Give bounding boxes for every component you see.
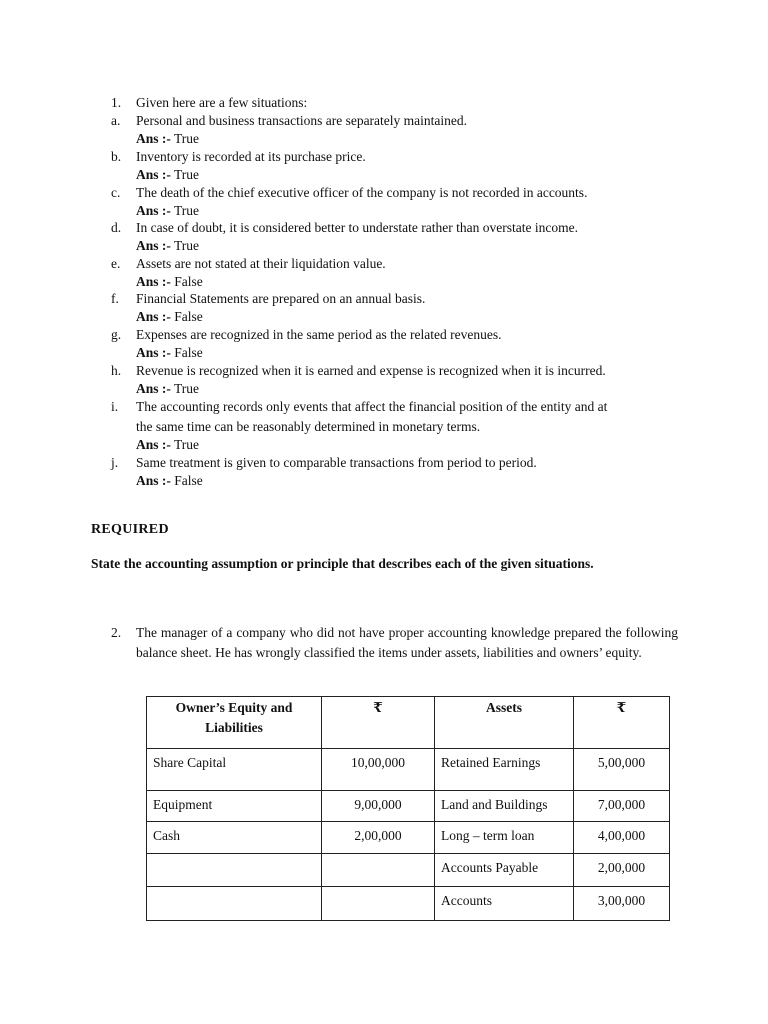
liability-item: Equipment bbox=[147, 791, 322, 822]
table-row bbox=[147, 854, 670, 887]
answer-label: Ans :- bbox=[136, 238, 171, 253]
item-answer bbox=[136, 166, 199, 184]
answer-value: False bbox=[174, 345, 203, 360]
answer-label: Ans :- bbox=[136, 381, 171, 396]
liability-item bbox=[147, 887, 322, 921]
item-statement: Inventory is recorded at its purchase price. bbox=[136, 149, 366, 164]
answer-label: Ans :- bbox=[136, 167, 171, 182]
liability-item: Share Capital bbox=[147, 749, 322, 791]
table-row bbox=[147, 887, 670, 921]
table-row bbox=[147, 822, 670, 854]
item-answer bbox=[136, 237, 199, 255]
question-2-number: 2. bbox=[111, 625, 122, 640]
liability-item bbox=[147, 854, 322, 887]
item-letter: e. bbox=[111, 256, 121, 271]
answer-value: True bbox=[174, 238, 200, 253]
item-answer bbox=[136, 130, 199, 148]
liability-amount: 9,00,000 bbox=[322, 791, 435, 822]
item-answer bbox=[136, 436, 199, 454]
answer-value: True bbox=[174, 381, 200, 396]
asset-item: Long – term loan bbox=[435, 822, 574, 854]
item-statement: Same treatment is given to comparable transactions from period to period. bbox=[136, 455, 537, 470]
item-statement: Personal and business transactions are separately maintained. bbox=[136, 113, 468, 128]
answer-label: Ans :- bbox=[136, 203, 171, 218]
item-statement: Assets are not stated at their liquidation value. bbox=[136, 256, 386, 271]
item-letter: c. bbox=[111, 185, 121, 200]
header-assets: Assets bbox=[435, 697, 574, 749]
table-row bbox=[147, 791, 670, 822]
answer-label: Ans :- bbox=[136, 437, 171, 452]
item-answer bbox=[136, 273, 203, 291]
asset-amount: 7,00,000 bbox=[574, 791, 670, 822]
asset-amount: 3,00,000 bbox=[574, 887, 670, 921]
answer-label: Ans :- bbox=[136, 345, 171, 360]
item-statement: Financial Statements are prepared on an annual basis. bbox=[136, 291, 426, 306]
item-answer bbox=[136, 202, 199, 220]
item-letter: a. bbox=[111, 113, 121, 128]
required-instruction: State the accounting assumption or principle that describes each of the given situations. bbox=[91, 556, 594, 571]
liability-amount bbox=[322, 854, 435, 887]
item-statement: In case of doubt, it is considered better to understate rather than overstate income. bbox=[136, 220, 578, 235]
answer-value: False bbox=[174, 473, 203, 488]
answer-value: False bbox=[174, 309, 203, 324]
required-heading: REQUIRED bbox=[91, 522, 169, 537]
answer-label: Ans :- bbox=[136, 274, 171, 289]
liability-item: Cash bbox=[147, 822, 322, 854]
item-letter: d. bbox=[111, 220, 122, 235]
asset-amount: 5,00,000 bbox=[574, 749, 670, 791]
item-letter: j. bbox=[111, 455, 119, 470]
asset-item: Accounts Payable bbox=[435, 854, 574, 887]
asset-item: Retained Earnings bbox=[435, 749, 574, 791]
item-statement: The accounting records only events that affect the financial position of the entity and at bbox=[136, 399, 608, 414]
item-statement: The death of the chief executive officer of the company is not recorded in accounts. bbox=[136, 185, 588, 200]
item-statement: Expenses are recognized in the same period as the related revenues. bbox=[136, 327, 502, 342]
answer-label: Ans :- bbox=[136, 131, 171, 146]
answer-value: True bbox=[174, 203, 200, 218]
answer-value: True bbox=[174, 437, 200, 452]
balance-sheet-table bbox=[146, 696, 670, 921]
table-header-row bbox=[147, 697, 670, 749]
item-letter: h. bbox=[111, 363, 122, 378]
question-1-number: 1. bbox=[111, 95, 122, 110]
item-answer bbox=[136, 344, 203, 362]
item-statement-continued: the same time can be reasonably determined in monetary terms. bbox=[136, 419, 481, 434]
asset-item: Land and Buildings bbox=[435, 791, 574, 822]
question-2-text: The manager of a company who did not have proper accounting knowledge prepared the following balance sheet. He has wrongly classified the items under assets, liabilities and owners’ equity. bbox=[136, 625, 678, 660]
answer-value: True bbox=[174, 167, 200, 182]
answer-label: Ans :- bbox=[136, 309, 171, 324]
item-letter: b. bbox=[111, 149, 122, 164]
item-answer bbox=[136, 380, 199, 398]
item-letter: f. bbox=[111, 291, 119, 306]
liability-amount: 2,00,000 bbox=[322, 822, 435, 854]
asset-amount: 4,00,000 bbox=[574, 822, 670, 854]
item-answer bbox=[136, 472, 203, 490]
liability-amount: 10,00,000 bbox=[322, 749, 435, 791]
asset-amount: 2,00,000 bbox=[574, 854, 670, 887]
table-row bbox=[147, 749, 670, 791]
asset-item: Accounts bbox=[435, 887, 574, 921]
liability-amount bbox=[322, 887, 435, 921]
header-rupee-liabilities: ₹ bbox=[322, 697, 435, 749]
item-letter: g. bbox=[111, 327, 122, 342]
item-answer bbox=[136, 308, 203, 326]
header-liabilities: Owner’s Equity and Liabilities bbox=[147, 697, 322, 749]
item-statement: Revenue is recognized when it is earned and expense is recognized when it is incurred. bbox=[136, 363, 606, 378]
answer-label: Ans :- bbox=[136, 473, 171, 488]
item-letter: i. bbox=[111, 399, 119, 414]
answer-value: False bbox=[174, 274, 203, 289]
header-rupee-assets: ₹ bbox=[574, 697, 670, 749]
question-1-intro: Given here are a few situations: bbox=[136, 95, 308, 110]
answer-value: True bbox=[174, 131, 200, 146]
